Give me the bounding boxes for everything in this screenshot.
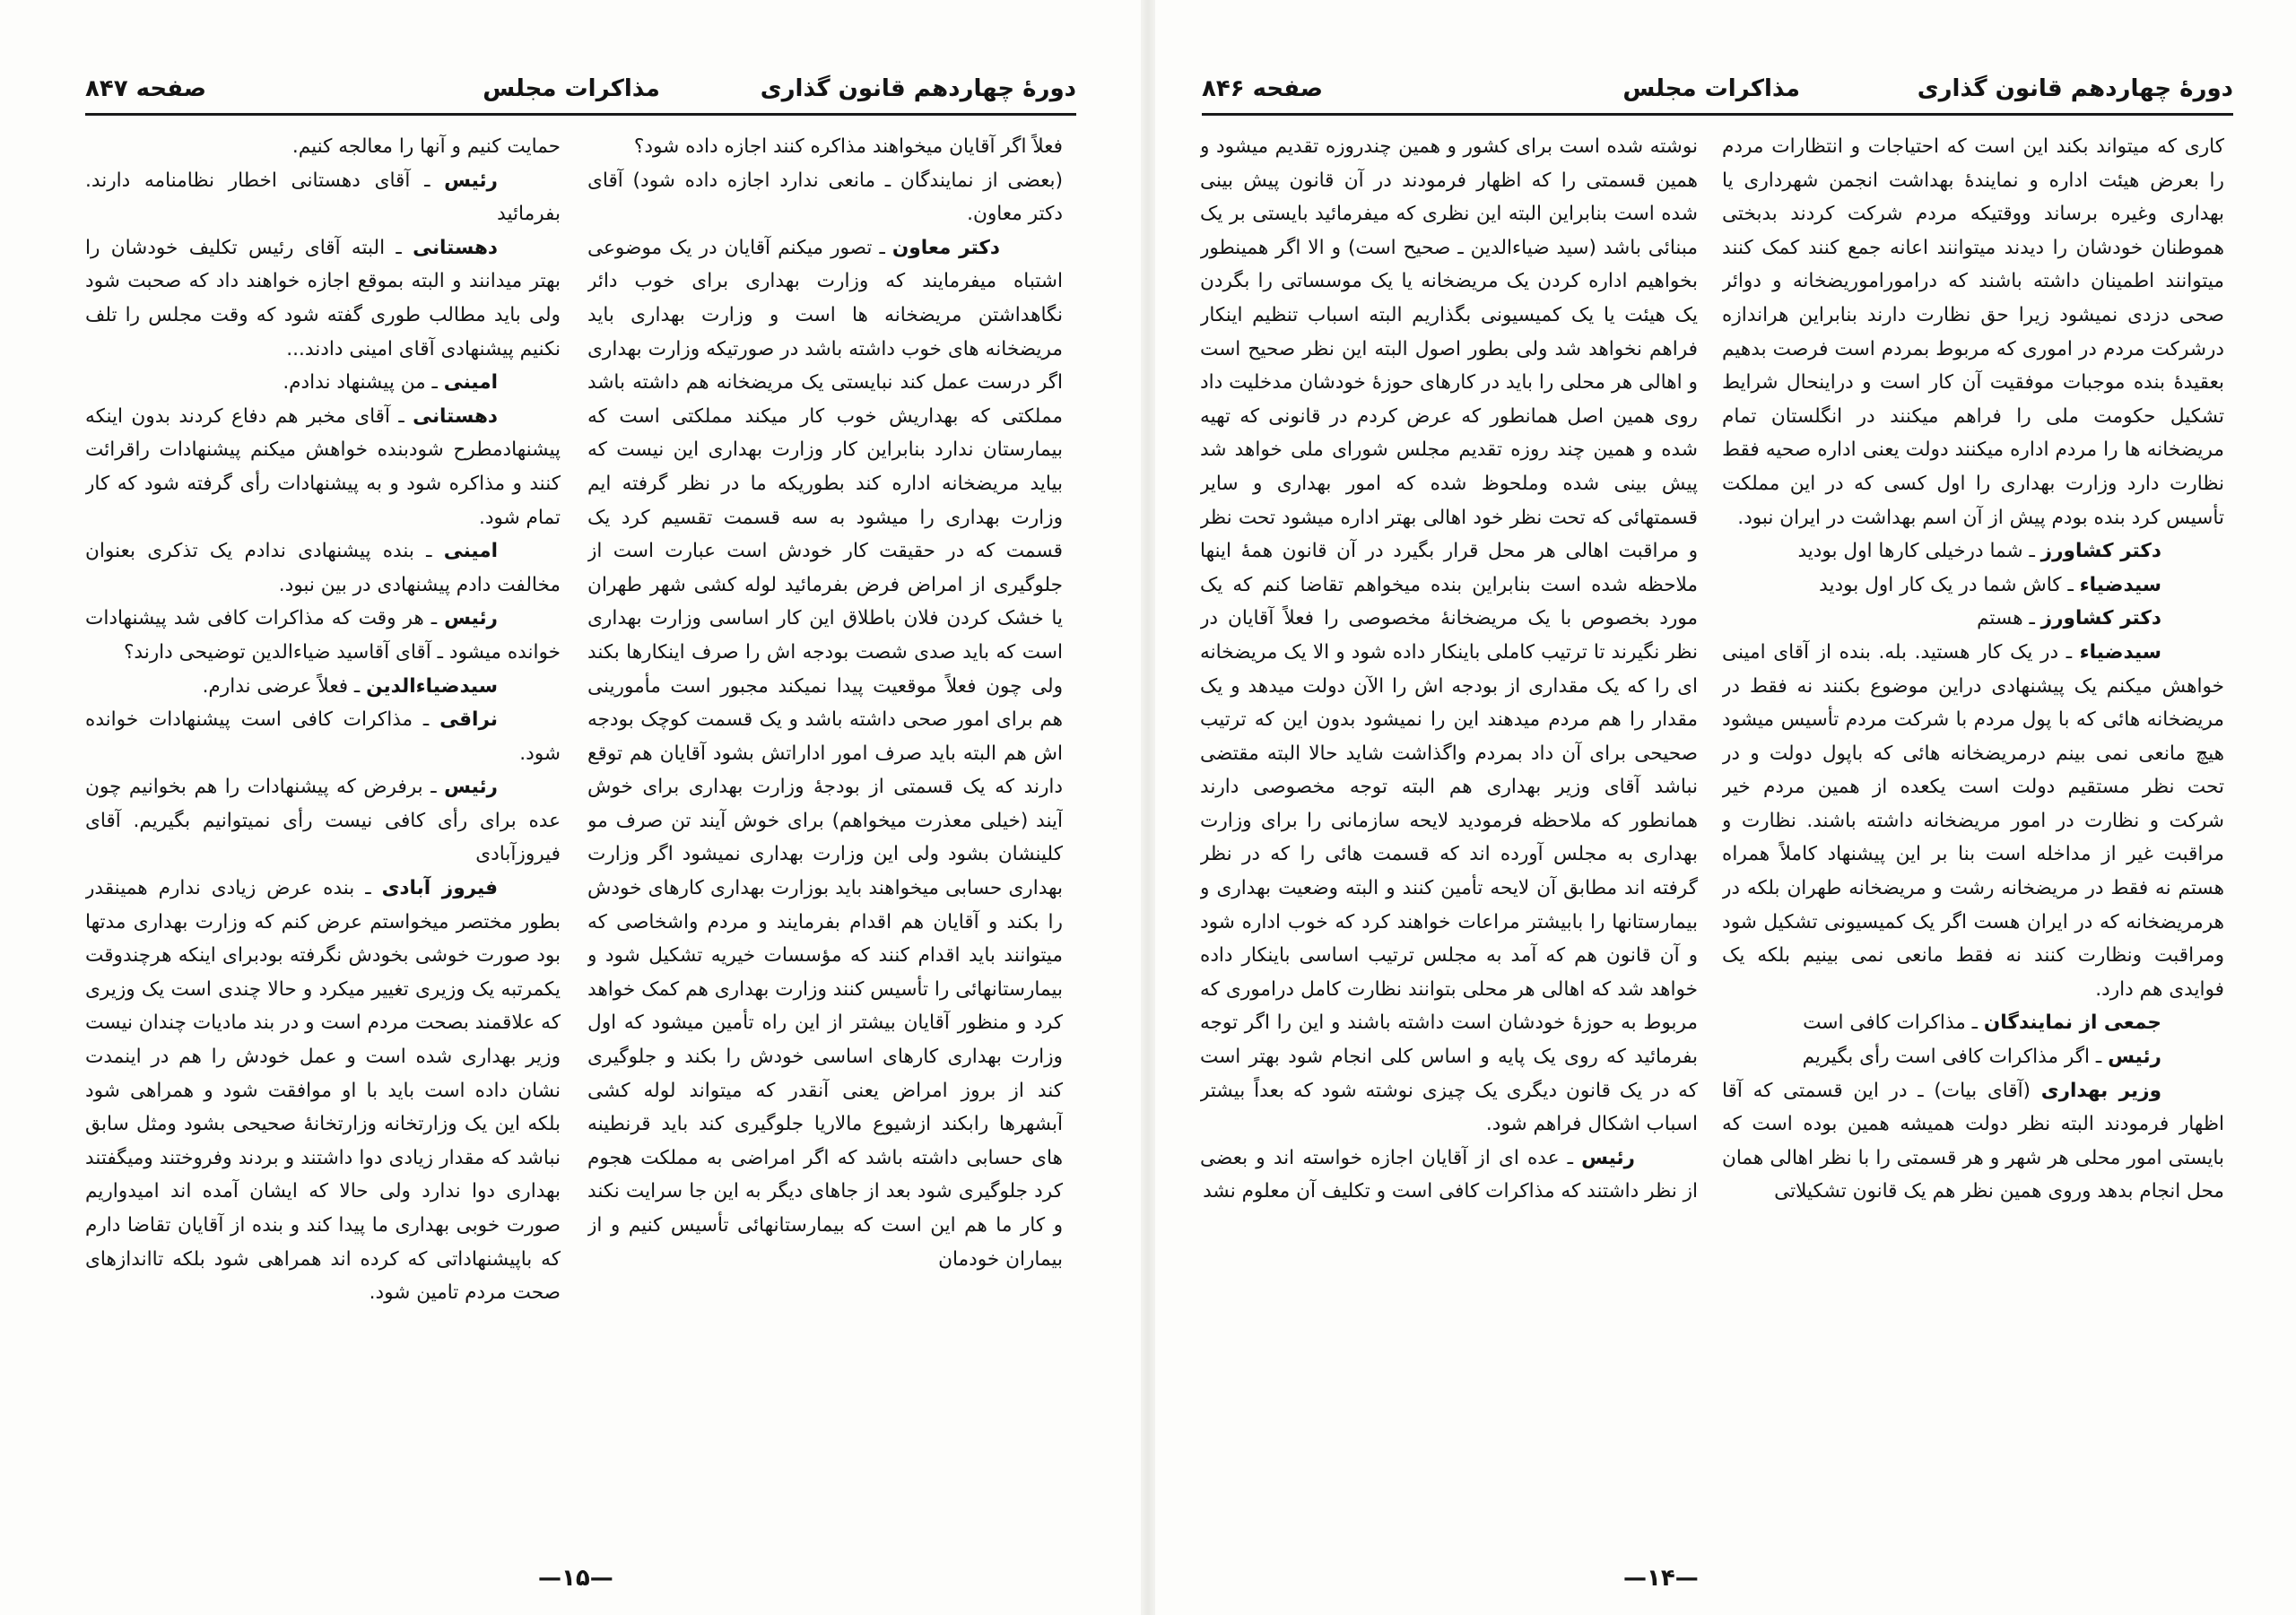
paragraph [85,703,561,770]
paragraph-text: (آقای بیات) ـ در این قسمتی که آقا اظهار فرمودند البته نظر دولت همیشه همین بوده است که بایستی امور محلی هر شهر و هر قسمتی را با نظر اهالی همان محل انجام بدهد وروی همین نظر هم یک قانون تشکیلاتی [1722,1079,2224,1203]
speaker-name: جمعی از نمایندگان [1983,1012,2161,1035]
speaker-name: رئیس [444,169,498,192]
paragraph [1722,1040,2224,1074]
paragraph [1722,1006,2224,1040]
speaker-name: دکتر معاون [891,236,1000,259]
left-header-session: دورهٔ چهاردهم قانون گذاری [760,75,1076,102]
paragraph [85,400,561,534]
speaker-name: سیدضیاءالدین [366,674,498,698]
right-page-left-column [1200,130,1698,1502]
speaker-name: امینی [443,371,498,395]
paragraph [85,366,561,400]
paragraph [587,164,1063,231]
paragraph [85,770,561,872]
paragraph-text: ـ هر وقت که مذاکرات کافی شد پیشنهادات خوانده میشود ـ آقای آقاسید ضیاءالدین توضیحی دارند؟ [85,607,561,664]
paragraph [1722,534,2224,569]
speaker-name: رئیس [444,776,498,799]
paragraph-text: ـ البته آقای رئیس تکلیف خودشان را بهتر میدانند و البته بموقع اجازه خواهند داد که صحبت شود ولی باید مطالب طوری گفته شود که وقت مجلس را تلف نکنیم پیشنهادی آقای امینی دادند... [85,236,561,360]
paragraph-text: ـ عده ای از آقایان اجازه خواسته اند و بعضی از نظر داشتند که مذاکرات کافی است و تکلیف آن معلوم نشد [1200,1146,1698,1203]
paragraph [1722,636,2224,1007]
left-page-right-column [587,130,1063,1502]
speaker-name: دهستانی [413,404,498,428]
speaker-name: فیروز آبادی [381,877,499,900]
paragraph [1722,602,2224,636]
paragraph-text: ـ کاش شما در یک کار اول بودید [1819,573,2080,596]
paragraph-text: ـ آقای دهستانی اخطار نظامنامه دارند. بفرمائید [85,169,561,226]
paragraph [85,534,561,602]
paragraph [85,130,561,164]
paragraph-text: ـ برفرض که پیشنهادات را هم بخوانیم چون عده برای رأی کافی نیست رأی نمیتوانیم بگیریم. آقای فیروزآبادی [85,776,561,866]
paragraph-text: ـ در یک کار هستید. بله. بنده از آقای امینی خواهش میکنم یک پیشنهادی دراین موضوع بکنند نه فقط در مریضخانه هائی که با پول مردم با شرکت مردم تأسیس میشود هیچ مانعی نمی بینم درمریضخانه هائی که باپول دولت و در تحت نظر مستقیم دولت است یکعده از همین مردم خیر شرکت و نظارت در امور مریضخانه داشته باشند. نظارت و مراقبت غیر از مداخله است بنا بر این پیشنهاد کاملاً همراه هستم نه فقط در مریضخانه رشت و مریضخانه طهران بلکه در هرمریضخانه که در ایران هست اگر یک کمیسیونی تشکیل شود ومراقبت ونظارت کنند نه فقط مانعی نمی بینیم بلکه یک فوایدی هم دارد. [1722,640,2224,1001]
paragraph [587,231,1063,1276]
speaker-name: رئیس [2108,1046,2161,1069]
paragraph [1722,569,2224,603]
paragraph-text: ـ هستم [1977,607,2041,630]
paragraph-text: ـ فعلاً عرضی ندارم. [202,674,367,698]
right-page [1148,0,2296,1615]
paragraph [1200,130,1698,1142]
paragraph-text: حمایت کنیم و آنها را معالجه کنیم. [291,135,561,158]
speaker-name: نراقی [439,708,498,732]
left-header-page-number: صفحه ۸۴۷ [85,75,207,102]
left-header-rule [85,113,1076,116]
right-header-page-number: صفحه ۸۴۶ [1202,75,1324,102]
paragraph-text: ـ بنده عرض زیادی ندارم همینقدر بطور مختصر میخواستم عرض کنم که وزارت بهداری مدتها بود صورت خوشی بخودش نگرفته بودبرای اینکه هرچندوقت یکمرتبه یک وزیری تغییر میکرد و حالا چندی است یک وزیری که علاقمند بصحت مردم است و در بند مادیات چندان نیست وزیر بهداری شده است و عمل خودش را هم در اینمدت نشان داده است باید با او موافقت شود و همراهی شود بلکه این یک وزارتخانه وزارتخانهٔ صحیحی بشود ومثل سابق نباشد که مقدار زیادی دوا داشتند و بردند وفروختند ومیگفتند بهداری دوا ندارد ولی حالا که ایشان آمده اند امیدواریم صورت خوبی بهداری ما پیدا کند و بنده از آقایان تقاضا دارم که باپیشنهاداتی که کرده اند همراهی شود بلکه تااندازهای صحت مردم تامین شود. [85,877,561,1305]
speaker-name: رئیس [444,607,498,630]
paragraph-text: ـ شما درخیلی کارها اول بودید [1797,540,2041,563]
paragraph [1722,1074,2224,1209]
left-header-title: مذاکرات مجلس [483,75,660,102]
paragraph-text: ـ بنده پیشنهادی ندادم یک تذکری بعنوان مخالفت دادم پیشنهادی در بین نبود. [85,540,561,596]
paragraph [1200,1142,1698,1209]
paragraph-text: کاری که میتواند بکند این است که احتیاجات و انتظارات مردم را بعرض هیئت اداره و نمایندهٔ بهداشت انجمن شهرداری یا بهداری وغیره برساند ووقتیکه مردم شرکت کردند بدبختی هموطنان خودشان را دیدند میتوانند اعانه جمع کنند کمک کنند میتوانند اطمینان داشته باشند که دراموراموریضخانه و دوائر صحی دزدی نمیشود زیرا حق نظارت دارند بنابراین هراندازه درشرکت مردم در اموری که مربوط بمردم است فرصت بدهیم بعقیدهٔ بنده موجبات موفقیت آن کار است و دراینحال شرایط تشکیل حکومت ملی را فراهم میکنند در انگلستان تمام مریضخانه ها را مردم اداره میکنند دولت یعنی اداره صحیه فقط نظارت دارد وزارت بهداری را اول کسی که در این مملکت تأسیس کرد بنده بودم پیش از آن اسم بهداشت در ایران نبود. [1722,135,2224,529]
paragraph-text: ـ من پیشنهاد ندادم. [283,371,444,395]
speaker-name: دکتر کشاورز [2040,607,2161,630]
right-header-rule [1202,113,2233,116]
paragraph-text: ـ تصور میکنم آقایان در یک موضوعی اشتباه میفرمایند که وزارت بهداری برای خوب دائر نگاهداشتن مریضخانه ها است و وزارت بهداری باید مریضخانه های خوب داشته باشد در صورتیکه وزارت بهداری اگر درست عمل کند نبایستی یک مریضخانه هم داشته باشد مملکتی که بهداریش خوب کار میکند مملکتی است که بیمارستان ندارد بنابراین کار وزارت بهداری این نیست که بیاید مریضخانه اداره کند بطوریکه ما در نظر گرفته ایم وزارت بهداری را میشود به سه قسمت تقسیم کرد یک قسمت که در حقیقت کار خودش است عبارت است از جلوگیری از امراض فرض بفرمائید لوله کشی شهر طهران یا خشک کردن فلان باطلاق این کار اساسی وزارت بهداری است که باید صدی شصت بودجه اش را صرف اینکارها بکند ولی چون فعلاً موقعیت پیدا نمیکند مجبور است مأمورینی هم برای امور صحی داشته باشد و یک قسمت کوچک بودجه اش هم البته باید صرف امور اداراتش بشود آقایان هم توقع دارند که یک قسمتی از بودجهٔ وزارت بهداری برای خوش آیند (خیلی معذرت میخواهم) برای خوش آیند تن صرف مو کلینشان بشود ولی این وزارت بهداری نمیشود اگر وزارت بهداری حسابی میخواهند باید بوزارت بهداری کارهای خودش را بکند و آقایان هم اقدام بفرمایند و مردم واشخاصی که میتوانند باید اقدام کنند که مؤسسات خیریه تشکیل شود و بیمارستانهائی را تأسیس کنند وزارت بهداری هم کمک خواهد کرد و منظور آقایان بیشتر از این راه تأمین میشود که اول وزارت بهداری کارهای اساسی خودش را بکند و جلوگیری کند از بروز امراض یعنی آنقدر که میتواند لوله کشی آبشهرها رابکند ازشیوع مالاریا جلوگیری کند باید قرنطینه های حسابی داشته باشد که اگر امراضی به مملکت هجوم کرد جلوگیری شود بعد از جاهای دیگر به این جا سرایت نکند و کار ما هم این است که بیمارستانهائی تأسیس کنیم و از بیماران خودمان [587,236,1063,1271]
paragraph [85,231,561,366]
paragraph [85,670,561,704]
paragraph [85,164,561,231]
paragraph-text: ـ مذاکرات کافی است [1803,1012,1984,1035]
speaker-name: سیدضیاء [2079,640,2161,664]
speaker-name: امینی [443,540,498,563]
left-page-left-column [85,130,561,1502]
paragraph-text: ـ اگر مذاکرات کافی است رأی بگیریم [1802,1046,2109,1069]
speaker-name: سیدضیاء [2079,573,2161,596]
right-header-session: دورهٔ چهاردهم قانون گذاری [1917,75,2233,102]
speaker-name: رئیس [1581,1146,1635,1169]
right-page-header [1202,74,2233,113]
paragraph-text: ـ مذاکرات کافی است پیشنهادات خوانده شود. [85,708,561,765]
right-page-folio: —۱۴— [1623,1565,1699,1592]
paragraph-text: (بعضی از نمایندگان ـ مانعی ندارد اجازه داده شود) آقای دکتر معاون. [587,169,1063,226]
speaker-name: دهستانی [413,236,498,259]
paragraph [85,602,561,669]
paragraph [85,872,561,1310]
left-page-folio: —۱۵— [538,1565,613,1592]
right-header-title: مذاکرات مجلس [1622,75,1800,102]
speaker-name: وزیر بهداری [2040,1079,2161,1102]
left-page-header [85,74,1076,113]
paragraph-text: فعلاً اگر آقایان میخواهند مذاکره کنند اجازه داده شود؟ [633,135,1063,158]
paragraph-text: نوشته شده است برای کشور و همین چندروزه تقدیم میشود و همین قسمتی را که اظهار فرمودند در آن قانون پیش بینی شده است بنابراین البته این نظری که میفرمائید بایستی بر یک مبنائی باشد (سید ضیاءالدین ـ صحیح است) و الا اگر همینطور بخواهیم اداره کردن یک مریضخانه یا یک موسساتی را بگردن یک هیئت یا یک کمیسیونی بگذاریم البته اسباب تنظیم اینکار فراهم نخواهد شد ولی بطور اصول البته این نظر صحیح است و اهالی هر محلی را باید در کارهای حوزهٔ خودشان مدخلیت داد روی همین اصل همانطور که عرض کردم در قانونی که تهیه شده و همین چند روزه تقدیم مجلس شورای ملی خواهد شد پیش بینی شده وملحوظ شده که امور بهداری و سایر قسمتهائی که تحت نظر خود اهالی بهتر اداره میشود تحت نظر و مراقبت اهالی هر محل قرار بگیرد در آن قانون همهٔ اینها ملاحظه شده است بنابراین بنده میخواهم تقاضا کنم که یک مورد بخصوص با یک مریضخانهٔ مخصوصی را فعلاً آقایان در نظر نگیرند تا ترتیب کاملی باینکار داده شود و الا یک مریضخانه ای را که یک مقداری از بودجه اش را الآن دولت میدهد و یک مقدار را هم مردم میدهند این را نمیشود بدون این که ترتیب صحیحی برای آن داد بمردم واگذاشت شاید حالا البته مقتضی نباشد آقای وزیر بهداری هم البته توجه مخصوصی دارند همانطور که ملاحظه فرمودید لایحه سازمانی را برای وزارت بهداری به مجلس آورده اند که قسمت هائی را که در نظر گرفته اند مطابق آن لایحه تأمین کنند و البته وضعیت بهداری و بیمارستانها را بابیشتر مراعات خواهند کرد که خوب اداره شود و آن قانون هم که آمد به مجلس ترتیب اساسی باینکار داده خواهد شد که اهالی هر محلی بتوانند نظارت کامل دراموری که مربوط به حوزهٔ خودشان است داشته باشند و این را اگر توجه بفرمائید که روی یک پایه و اساس کلی انجام شود بهتر است که در یک قانون دیگری یک چیزی نوشته شود که بعداً بیشتر اسباب اشکال فراهم شود. [1200,135,1698,1136]
paragraph [587,130,1063,164]
paragraph-text: ـ آقای مخبر هم دفاع کردند بدون اینکه پیشنهادمطرح شودبنده خواهش میکنم پیشنهادات راقرائت کنند و مذاکره شود و به پیشنهادات رأی گرفته شود که کار تمام شود. [85,404,561,529]
right-page-right-column [1722,130,2224,1502]
paragraph [1722,130,2224,534]
speaker-name: دکتر کشاورز [2040,540,2161,563]
